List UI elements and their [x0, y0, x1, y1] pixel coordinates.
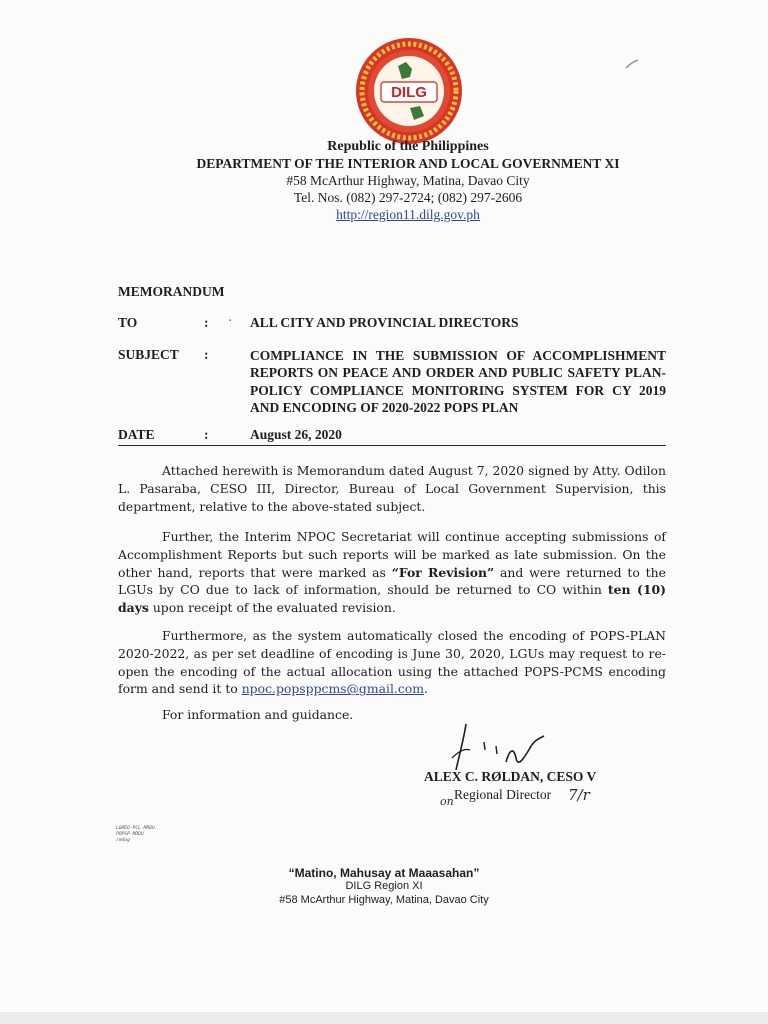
reference-line-3: /mdog: [116, 838, 130, 843]
footer-motto: “Matino, Mahusay at Maaasahan”: [288, 866, 480, 880]
p2-for-revision: “For Revision”: [391, 564, 495, 580]
date-key: DATE: [118, 427, 155, 442]
p3-text-a: Furthermore, as the system automatically closed the encoding of POPS-PLAN 2020-2022, as per set deadline of encoding is June 30, 2020, LGUs may request to re-open the encoding of the actual allocation using the attached POPS-PCMS encoding form and send it to: [118, 628, 666, 697]
paragraph-3: [118, 627, 666, 698]
header-website-link[interactable]: http://region11.dilg.gov.ph: [336, 207, 480, 222]
p3-text-b: .: [424, 681, 428, 697]
paragraph-1: Attached herewith is Memorandum dated August 7, 2020 signed by Atty. Odilon L. Pasaraba, CESO III, Director, Bureau of Local Government Supervision, this department, relative to the above-stated subject.: [118, 463, 666, 514]
date-value: August 26, 2020: [250, 427, 342, 442]
reference-line-2: POPSP-MDDU: [116, 832, 144, 837]
signatory-name: ALEX C. RØLDAN, CESO V: [424, 769, 597, 784]
to-colon: :: [204, 315, 209, 330]
p2-text-e: upon receipt of the evaluated revision.: [148, 600, 396, 616]
to-key: TO: [118, 315, 138, 330]
signatory-initials-right: 7/r: [568, 786, 590, 804]
to-value: ALL CITY AND PROVINCIAL DIRECTORS: [250, 315, 519, 330]
header-department: DEPARTMENT OF THE INTERIOR AND LOCAL GOVERNMENT XI: [196, 156, 620, 171]
paragraph-2: [118, 528, 666, 617]
email-link[interactable]: npoc.popsppcms@gmail.com: [241, 681, 425, 697]
page-bottom-edge: [0, 1012, 768, 1024]
reference-line-1: LGMED-PCL-MRDU: [116, 826, 155, 831]
footer-address: #58 McArthur Highway, Matina, Davao City: [279, 893, 489, 906]
p2-ten-days: ten (10) days: [118, 582, 666, 616]
footer-office: DILG Region XI: [345, 880, 423, 892]
subject-key: SUBJECT: [118, 347, 179, 362]
reference-code-block: [116, 826, 155, 844]
stray-pen-mark: [624, 58, 640, 70]
signatory-title: Regional Director: [454, 787, 552, 802]
footer: [184, 866, 584, 907]
memorandum-label: MEMORANDUM: [118, 284, 225, 299]
header-address: #58 McArthur Highway, Matina, Davao City: [286, 173, 530, 188]
signatory-initials-left: on: [440, 795, 454, 808]
letterhead: [120, 138, 696, 224]
header-republic: Republic of the Philippines: [327, 139, 489, 154]
dilg-seal-logo: [354, 36, 464, 146]
date-colon: :: [204, 427, 209, 442]
header-divider: [118, 445, 666, 446]
header-telephone: Tel. Nos. (082) 297-2724; (082) 297-2606: [293, 190, 523, 205]
seal-text: DILG: [391, 84, 427, 101]
paragraph-4: For information and guidance.: [162, 707, 354, 722]
subject-value: COMPLIANCE IN THE SUBMISSION OF ACCOMPLISHMENT REPORTS ON PEACE AND ORDER AND PUBLIC SAFETY PLAN-POLICY COMPLIANCE MONITORING SYSTEM FOR CY 2019 AND ENCODING OF 2020-2022 POPS PLAN: [250, 348, 666, 416]
to-mark: ·: [228, 313, 233, 328]
p2-text-a: Further, the Interim NPOC Secretariat will continue accepting submissions of Accomplishment Reports but such reports will be marked as late submission. On the other hand, reports that were marked as: [118, 529, 666, 580]
p2-text-c: and were returned to the LGUs by CO due to lack of information, should be returned to CO within: [118, 564, 666, 598]
subject-colon: :: [204, 347, 209, 362]
